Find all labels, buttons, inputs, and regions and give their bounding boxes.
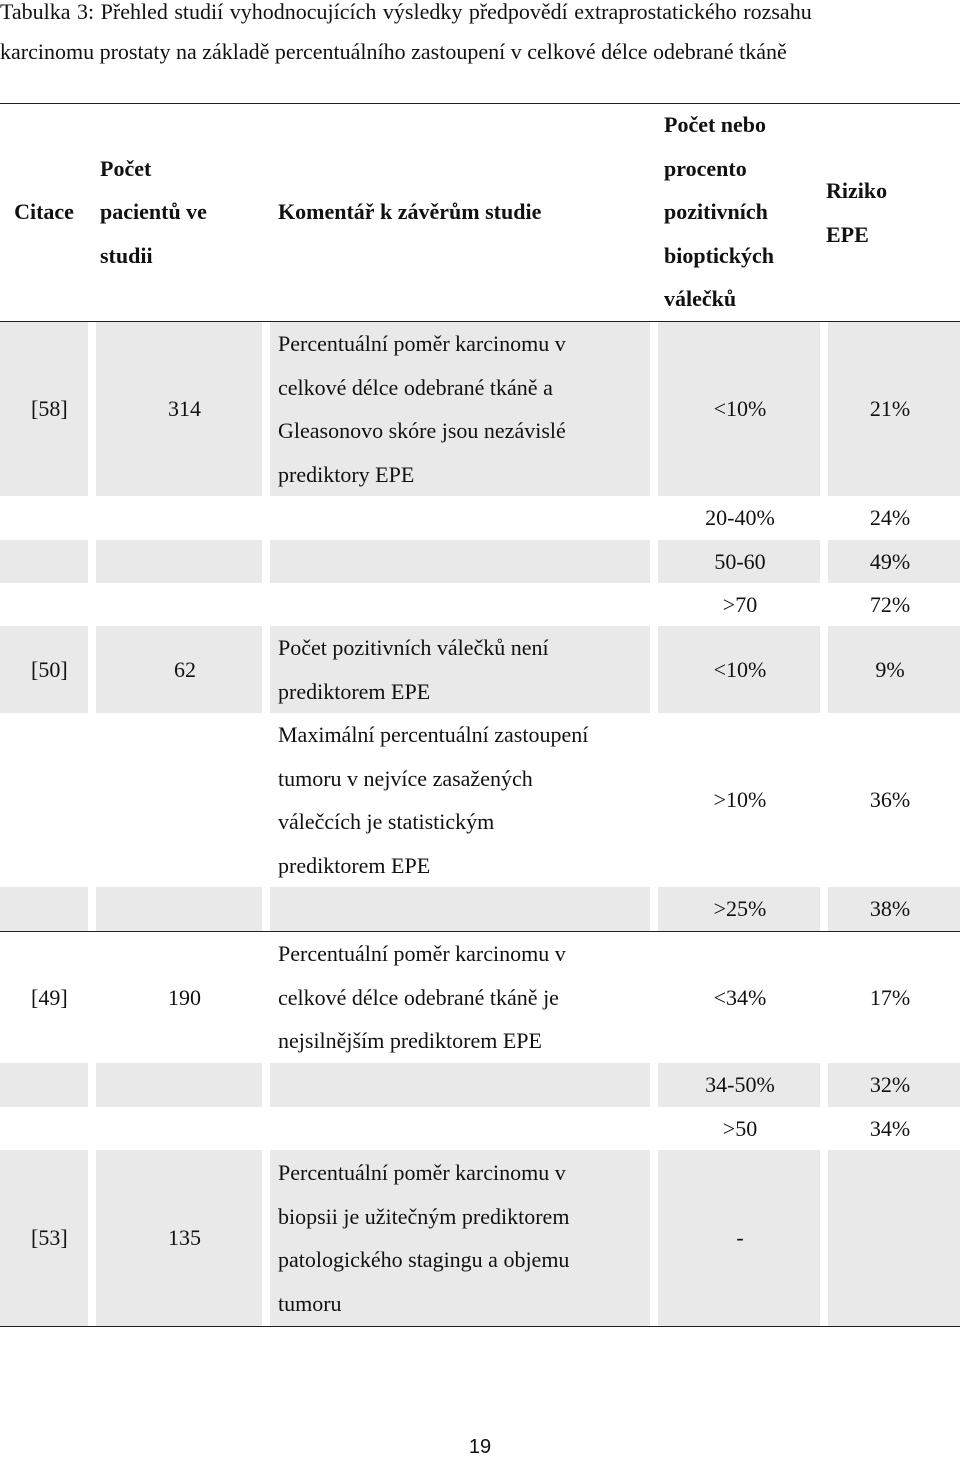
table-bottom-rule [0,1326,960,1327]
patients-cell: 135 [168,1225,201,1251]
page-number: 19 [468,1436,492,1458]
header-positive-line: bioptických [664,242,775,268]
positive-cell: - [736,1225,744,1251]
citation-cell: [58] [31,396,68,422]
positive-cell: <34% [713,984,767,1010]
table-row [0,1107,960,1150]
comment-line: biopsii je užitečným prediktorem [278,1203,570,1229]
patients-cell: 314 [168,396,201,422]
positive-cell: >70 [722,591,758,617]
table-row [0,713,960,887]
table-header-row [0,103,960,321]
header-citation: Citace [14,199,74,225]
comment-cell [278,626,549,713]
caption-line-1: Tabulka 3: Přehled studií vyhodnocujících výsledky předpovědí extraprostatického rozsahu [0,0,812,24]
risk-cell: 34% [869,1115,911,1141]
header-positive-line: pozitivních [664,199,768,225]
positive-cell: <10% [713,396,767,422]
positive-cell: <10% [713,656,767,682]
table-row [0,932,960,1063]
header-positive-line: válečků [664,286,737,312]
header-patients-line: pacientů ve [100,199,207,225]
header-risk-line: Riziko [826,178,888,203]
table-row [0,322,960,496]
table-row [0,1063,960,1107]
patients-cell: 62 [174,656,196,682]
comment-line: prediktory EPE [278,461,415,487]
table-row [0,583,960,626]
positive-cell: >25% [713,896,767,922]
comment-line: válečcích je statistickým [278,809,495,834]
comment-line: Maximální percentuální zastoupení [278,722,589,747]
positive-cell: >10% [713,787,767,813]
comment-cell [278,713,588,887]
risk-cell: 24% [869,505,911,531]
risk-cell: 72% [869,591,911,617]
table-row [0,1150,960,1326]
header-risk-line: EPE [826,221,869,247]
table-row [0,496,960,540]
comment-line: Percentuální poměr karcinomu v [278,1160,566,1185]
risk-cell: 17% [869,984,911,1010]
comment-line: tumoru [278,1290,342,1316]
header-positive-line: Počet nebo [664,112,767,138]
comment-line: prediktorem EPE [278,678,431,704]
positive-cell: 34-50% [705,1072,775,1098]
header-risk [826,169,956,256]
table-row [0,887,960,931]
positive-cell: >50 [722,1115,758,1141]
comment-line: nejsilnějším prediktorem EPE [278,1028,542,1054]
header-patients-line: Počet [100,155,152,181]
comment-line: Percentuální poměr karcinomu v [278,331,566,356]
table-row [0,626,960,713]
caption-line-2: karcinomu prostaty na základě percentuálního zastoupení v celkové délce odebrané tkáně [0,39,787,64]
comment-line: Gleasonovo skóre jsou nezávislé [278,418,566,443]
table-row [0,540,960,583]
comment-line: patologického stagingu a objemu [278,1247,570,1272]
patients-cell: 190 [168,984,201,1010]
positive-cell: 50-60 [714,548,766,574]
risk-cell: 36% [869,787,911,813]
risk-cell: 49% [869,548,911,574]
risk-cell: 21% [869,396,911,422]
header-patients-line: studii [100,242,153,268]
comment-line: prediktorem EPE [278,852,431,878]
citation-cell: [53] [31,1225,68,1251]
header-positive-cores [664,103,814,321]
risk-cell: 32% [869,1072,911,1098]
comment-line: celkové délce odebrané tkáně a [278,374,553,400]
comment-cell [278,322,566,496]
comment-cell [278,932,566,1063]
header-patients [100,103,260,321]
comment-line: celkové délce odebrané tkáně je [278,984,559,1010]
comment-line: tumoru v nejvíce zasažených [278,765,533,791]
comment-line: Percentuální poměr karcinomu v [278,941,566,967]
positive-cell: 20-40% [705,505,775,531]
risk-cell [820,1150,960,1326]
citation-cell: [49] [31,984,68,1010]
comment-cell [278,1150,569,1326]
citation-cell: [50] [31,656,68,682]
risk-cell: 9% [875,656,905,682]
comment-line: Počet pozitivních válečků není [278,635,549,660]
header-comment: Komentář k závěrům studie [278,199,542,225]
risk-cell: 38% [869,896,911,922]
header-positive-line: procento [664,155,747,181]
